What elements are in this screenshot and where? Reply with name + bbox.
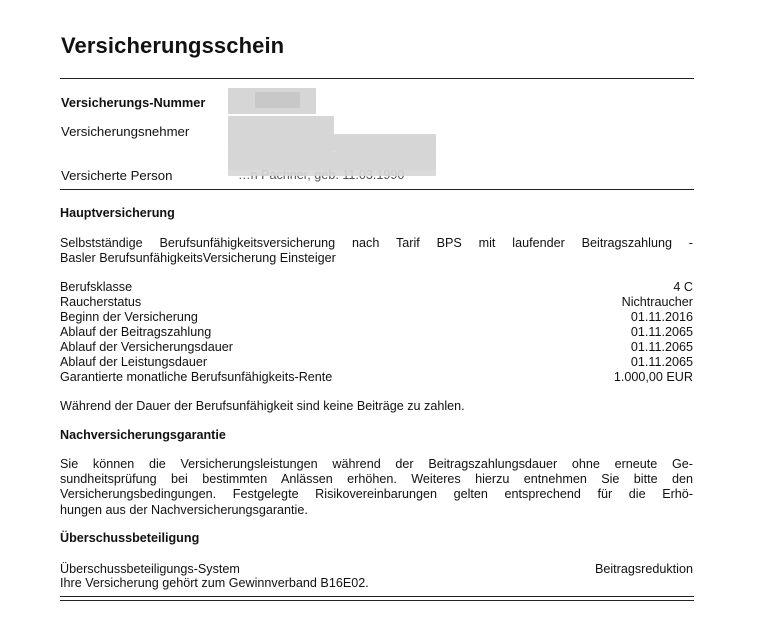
row-value: 01.11.2065 [630,355,693,369]
row-value: 1.000,00 EUR [613,370,693,384]
guarantee-line: Versicherungsbedingungen. Festgelegte Risikovereinbarungen gelten entsprechend für die Erhö- [60,487,693,502]
footer-divider-2 [60,600,694,601]
surplus-group-text: Ihre Versicherung gehört zum Gewinnverband B16E02. [60,576,369,590]
surplus-system-label: Überschussbeteiligungs-System [60,562,240,576]
surplus-system-row [60,562,693,577]
surplus-heading: Überschussbeteiligung [60,531,200,545]
row-label: Beginn der Versicherung [60,310,198,324]
guarantee-line: hungen aus der Nachversicherungsgarantie. [60,502,308,517]
insured-person-label: Versicherte Person [61,168,173,183]
row-value: Nichtraucher [621,295,693,309]
row-label: Ablauf der Versicherungsdauer [60,340,233,354]
row-value: 01.11.2016 [630,310,693,324]
policy-number-redacted-inner [255,92,300,108]
policy-number-label: Versicherungs-Nummer [61,95,206,110]
table-row [60,370,693,385]
row-label: Ablauf der Beitragszahlung [60,325,212,339]
policyholder-label: Versicherungsnehmer [61,124,190,139]
row-label: Ablauf der Leistungsdauer [60,355,208,369]
row-value: 4 C [673,280,693,294]
table-row [60,340,693,355]
table-row [60,295,693,310]
row-label: Berufsklasse [60,280,133,294]
row-value: 01.11.2065 [630,340,693,354]
guarantee-text [60,457,693,518]
header-divider [60,189,694,190]
table-row [60,310,693,325]
guarantee-heading: Nachversicherungsgarantie [60,428,226,442]
guarantee-line: sundheitsprüfung bei bestimmten Anlässen erhöhen. Weiteres hierzu entnehmen Sie bitte den [60,472,693,487]
guarantee-line: Sie können die Versicherungsleistungen während der Beitragszahlungsdauer ohne erneute Ge- [60,457,693,471]
description-line: Basler BerufsunfähigkeitsVersicherung Einsteiger [60,251,336,266]
row-value: 01.11.2065 [630,325,693,339]
row-label: Garantierte monatliche Berufsunfähigkeits-Rente [60,370,333,384]
main-insurance-note: Während der Dauer der Berufsunfähigkeit sind keine Beiträge zu zahlen. [60,399,465,413]
policyholder-redacted-2 [334,134,436,152]
policyholder-redacted [228,116,334,152]
description-line: Selbstständige Berufsunfähigkeitsversicherung nach Tarif BPS mit laufender Beitragszahlung - [60,236,693,250]
table-row [60,325,693,340]
insured-person-redacted [228,162,436,176]
footer-divider-1 [60,596,694,597]
table-row [60,280,693,295]
main-insurance-heading: Hauptversicherung [60,206,175,220]
title-divider [60,78,694,79]
table-row [60,355,693,370]
surplus-system-value: Beitragsreduktion [594,562,693,576]
document-title: Versicherungsschein [61,33,285,58]
row-label: Raucherstatus [60,295,142,309]
main-insurance-description [60,236,693,266]
